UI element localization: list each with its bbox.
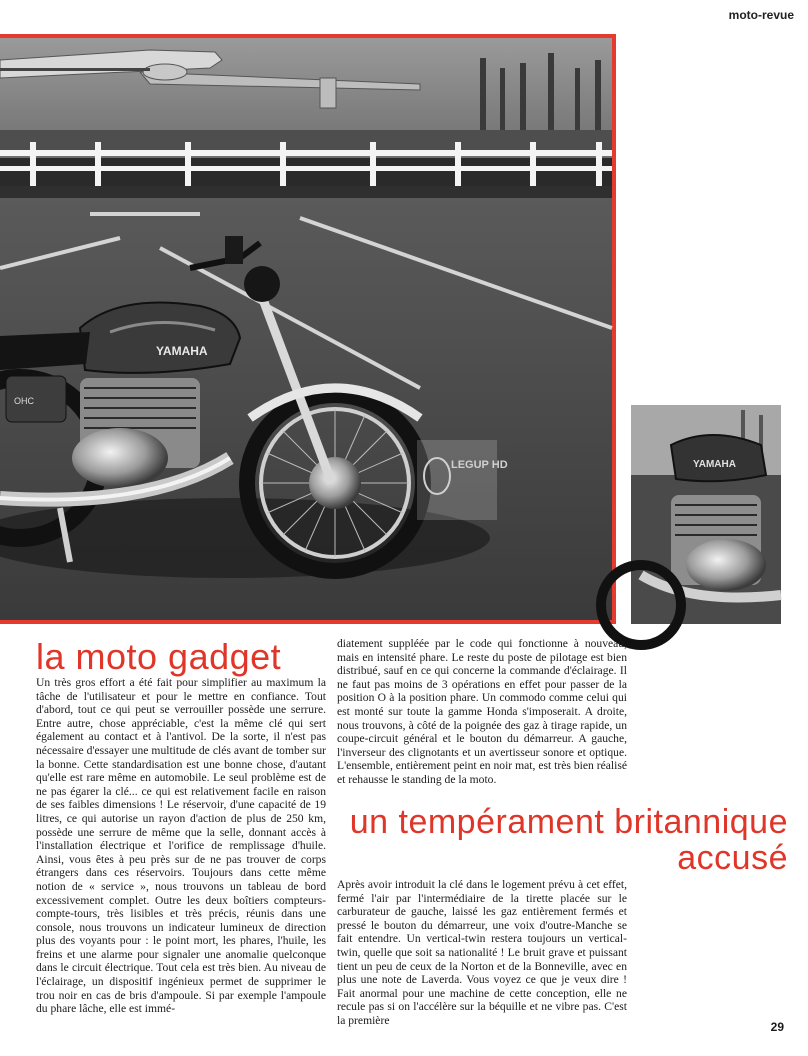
engine-badge-label: OHC bbox=[14, 396, 34, 406]
main-photo-frame bbox=[0, 34, 616, 624]
section-title-gadget: la moto gadget bbox=[36, 636, 282, 677]
motorcycle-photo bbox=[0, 38, 612, 620]
section-title-line-2: accusé bbox=[677, 839, 788, 877]
section-2-body: Après avoir introduit la clé dans le logement prévu à cet effet, fermé l'air par l'intermédiaire de la tirette placée sur le carburateur de gauche, laissé les gaz entièrement fermés et pressé le bouton du démarreur, une voix d'outre-Manche se fait entendre. Un vertical-twin restera toujours un vertical-twin, quelle que soit sa nationalité ! Le bruit grave et puissant tient un peu de ceux de la Norton et de la Bonneville, avec en plus une note de Laverda. Vous voyez ce que je veux dire ! Fait anormal pour une machine de cette conception, elle ne recule pas si on l'accélère sur la béquille et ne vibre pas. C'est la première bbox=[337, 878, 627, 1027]
side-detail-photo bbox=[631, 405, 781, 624]
page-number: 29 bbox=[770, 1020, 784, 1034]
magazine-header: moto-revue bbox=[728, 8, 794, 22]
tank-brand-label: YAMAHA bbox=[156, 344, 208, 358]
section-title-line-1: un tempérament britannique bbox=[349, 803, 788, 841]
article-column-2-bottom bbox=[337, 878, 627, 1048]
section-1-continuation: diatement suppléée par le code qui fonctionne à nouveau, mais en intensité phare. Le reste du poste de pilotage est bien distribué, sauf en ce qui concerne la commande d'éclairage. Il ne faut pas moins de 3 opérations en effet pour passer de la position O à la position phare. Un commodo comme celui qui est monté sur toute la gamme Honda s'imposerait. A droite, nous trouvons, à côté de la poignée des gaz à tirage rapide, un coupe-circuit général et le bouton du démarreur. A gauche, l'inverseur des clignotants et un avertisseur sonore et optique. L'ensemble, entièrement peint en noir mat, est très bien réalisé et rehausse le standing de la moto. bbox=[337, 637, 627, 786]
article-column-1 bbox=[36, 676, 326, 1048]
section-title-britannique bbox=[336, 804, 788, 876]
watermark-logo bbox=[417, 440, 508, 520]
side-tank-brand-label: YAMAHA bbox=[693, 459, 736, 470]
section-1-body: Un très gros effort a été fait pour simplifier au maximum la tâche de l'utilisateur et pour le mettre en confiance. Tout d'abord, tout ce qui peut se verrouiller possède une serrure. Entre autre, chose appréciable, c'est la même clé qui sert également au contact et à l'antivol. De la sorte, il n'est pas nécessaire d'essayer une multitude de clés avant de tomber sur la bonne. Cette standardisation est une bonne chose, d'autant qu'elle est rare même en automobile. Le seul problème est de ne pas égarer la clé... ce qui est relativement facile en raison de ses faibles dimensions ! Le réservoir, d'une capacité de 19 litres, ce qui autorise un rayon d'action de plus de 250 km, possède une serrure de même que la selle, donnant accès à l'installation électrique et l'orifice de remplissage d'huile. Ainsi, vous êtes à peu près sur de ne pas trouver de corps étrangers dans ces réservoirs. Toujours dans cette même notion de « service », nous trouvons un tableau de bord excessivement complet. Outre les deux boîtiers compteurs-compte-tours, très lisibles et très précis, réunis dans une console, nous trouvons un indicateur lumineux de direction plus des voyants pour : le point mort, les phares, l'huile, les freins et une alarme pour signaler une anomalie quelconque dans le circuit électrique. Tout cela est très bien. Au niveau de l'éclairage, un dispositif ingénieux permet de supprimer le trou noir en cas de bris d'ampoule. Si par exemple l'ampoule du phare lâche, elle est immé- bbox=[36, 676, 326, 1016]
watermark-text: LEGUP HD bbox=[451, 459, 508, 471]
article-column-2-top bbox=[337, 637, 627, 797]
